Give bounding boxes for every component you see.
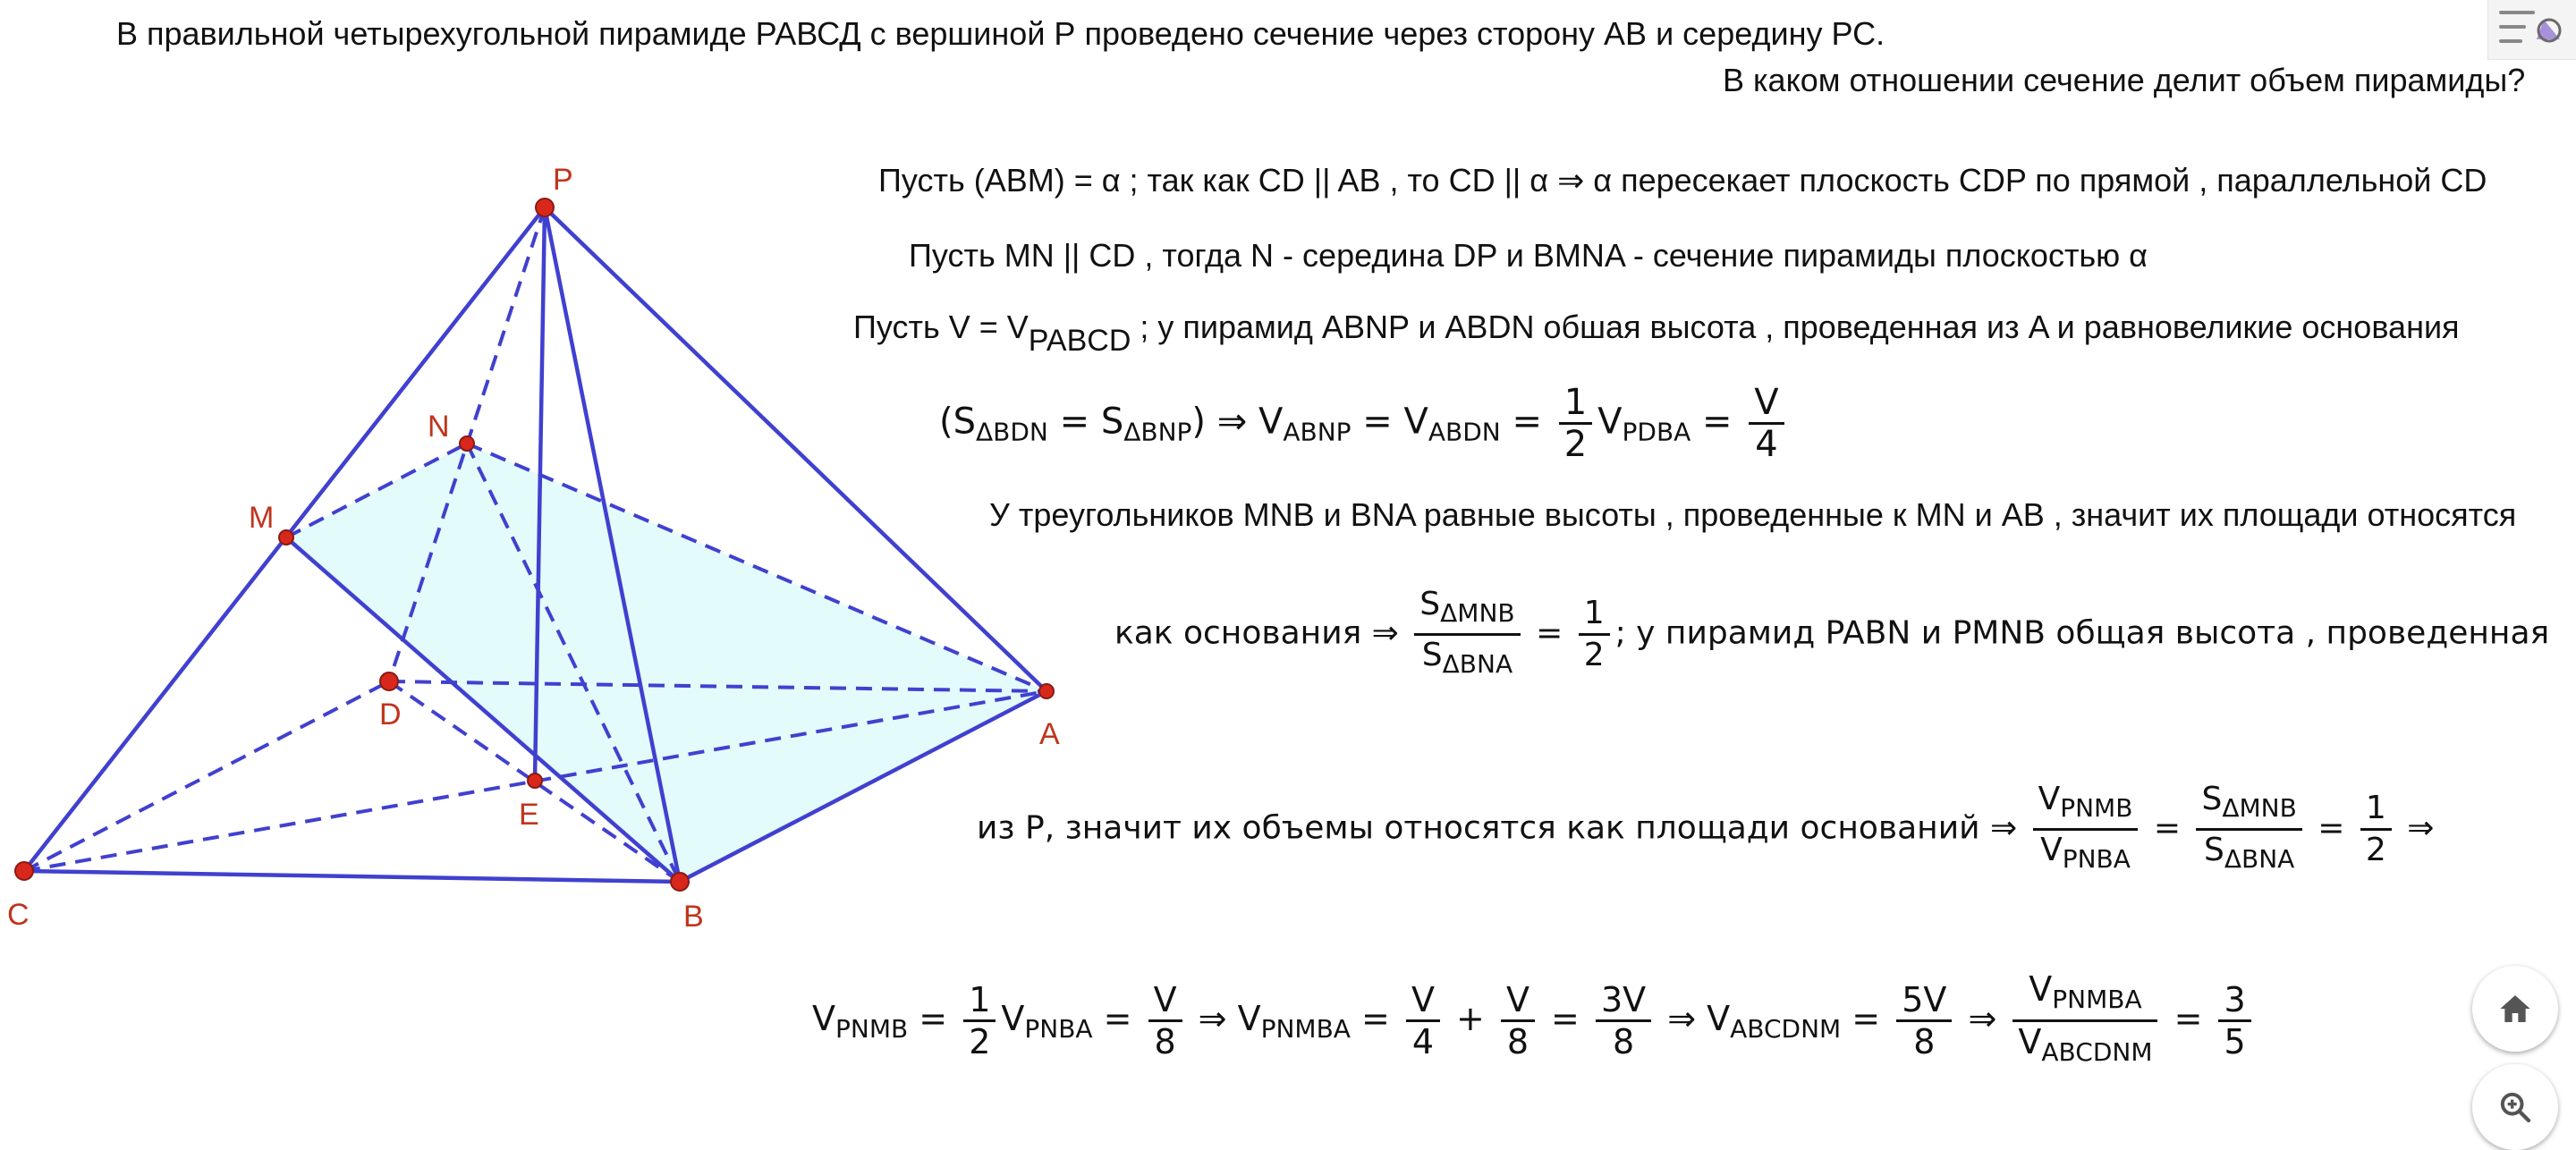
label-B: B: [683, 900, 704, 934]
point-D: [380, 672, 398, 690]
solution-line-3: [853, 308, 2460, 360]
f3-eq2: =: [2307, 809, 2355, 847]
point-C: [15, 862, 33, 880]
f4-frac-2: $\frac{V}{8}$: [1148, 980, 1182, 1061]
point-A: [1039, 684, 1054, 698]
formula-2: [1114, 585, 2549, 684]
zoom-button[interactable]: [2472, 1064, 2558, 1150]
point-N: [460, 436, 474, 451]
problem-line-2: В каком отношении сечение делит объем пирамиды?: [1723, 62, 2526, 98]
f4-frac-1: $\frac{1}{2}$: [963, 980, 996, 1061]
f1-eq2: = V: [1351, 401, 1428, 443]
f3-eq: =: [2143, 809, 2191, 847]
menu-icon: [2488, 0, 2576, 59]
point-P: [536, 199, 554, 216]
home-icon: [2497, 991, 2533, 1027]
f3-pre: из P, значит их объемы относятся как площади оснований ⇒: [977, 809, 2028, 847]
solution-line-1: Пусть (ABM) = α ; так как CD || AB , то CD || α ⇒ α пересекает плоскость CDP по прямой , параллельной CD: [878, 162, 2487, 199]
zoom-icon: [2497, 1089, 2533, 1125]
f1-eq4: =: [1690, 401, 1744, 443]
edge-CB: [24, 871, 680, 882]
f4-frac-6: $\frac{5V}{8}$: [1896, 980, 1952, 1061]
l3-a: Пусть V = V: [853, 309, 1029, 345]
point-E: [528, 774, 542, 788]
label-D: D: [379, 698, 402, 731]
f1-s1: ΔBDN: [976, 417, 1048, 447]
f4-frac-3: $\frac{V}{4}$: [1406, 980, 1440, 1061]
label-E: E: [519, 798, 539, 832]
f4-frac-4: $\frac{V}{8}$: [1501, 980, 1535, 1061]
f1-left: (S: [939, 401, 976, 443]
l3-sub: PABCD: [1028, 324, 1131, 358]
f4-frac-5: $\frac{3V}{8}$: [1596, 980, 1651, 1061]
formula-4: $V_{PNMB}$ = $\frac{1}{2}$ $V_{PNBA}$ = $\frac{V}{8}$ ⇒ $V_{PNMBA}$ = $\frac{V}{4}$ + $\frac{V}{8}$ = $\frac{3V}{8}$ ⇒ $V_{ABCDNM}$ = $\frac{5V}{8}$ ⇒ $\frac{V_{PNMBA}}{V_{ABCDNM}}$ = $\frac{3}{5}$: [812, 969, 2257, 1072]
f4-frac-7: $\frac{V_{PNMBA}}{V_{ABCDNM}}$: [2012, 969, 2157, 1072]
point-B: [671, 873, 689, 891]
home-button[interactable]: [2472, 966, 2558, 1052]
formula-3: [977, 780, 2434, 879]
f1-frac-2: $\frac{V}{4}$: [1749, 383, 1784, 464]
f4-frac-8: $\frac{3}{5}$: [2218, 980, 2250, 1061]
label-A: A: [1039, 717, 1060, 751]
f3-post: ⇒: [2396, 809, 2435, 847]
f2-eq: =: [1525, 614, 1573, 652]
menu-button[interactable]: [2487, 0, 2576, 60]
l3-b: ; у пирамид ABNP и ABDN обшая высота , проведенная из A и равновеликие основания: [1131, 309, 2460, 345]
f1-frac-1: $\frac{1}{2}$: [1559, 383, 1592, 464]
f2-pre: как основания ⇒: [1114, 614, 1410, 652]
f1-close: ) ⇒ V: [1191, 401, 1284, 443]
solution-line-2: Пусть MN || CD , тогда N - середина DP и BMNA - сечение пирамиды плоскостью α: [909, 237, 2148, 274]
point-M: [279, 530, 293, 545]
label-M: M: [249, 501, 275, 535]
f1-s2: ΔBNP: [1123, 417, 1192, 447]
label-C: C: [7, 898, 30, 932]
label-P: P: [553, 163, 573, 197]
f1-v3pre: V: [1597, 401, 1623, 443]
f1-eq: = S: [1047, 401, 1124, 443]
f2-post: ; у пирамид PABN и PMNB общая высота , проведенная: [1614, 614, 2550, 652]
f2-frac-2: $\frac{1}{2}$: [1579, 594, 1610, 675]
f1-v1: ABNP: [1283, 417, 1352, 447]
formula-1: [939, 383, 1790, 464]
f1-v2: ABDN: [1428, 417, 1501, 447]
edge-CD: [24, 681, 389, 871]
f3-frac-3: $\frac{1}{2}$: [2360, 789, 2392, 870]
label-N: N: [428, 410, 450, 444]
f1-v3: PDBA: [1622, 417, 1691, 447]
f2-frac-1: $\frac{S_{\Delta MNB}}{S_{\Delta BNA}}$: [1414, 585, 1520, 684]
f4-v: V: [812, 999, 835, 1038]
f3-frac-1: $\frac{V_{PNMB}}{V_{PNBA}}$: [2033, 780, 2139, 879]
solution-line-4: У треугольников MNB и BNA равные высоты , проведенные к MN и AB , значит их площади относятся: [989, 496, 2517, 533]
f3-frac-2: $\frac{S_{\Delta MNB}}{S_{\Delta BNA}}$: [2196, 780, 2301, 879]
problem-line-1: В правильной четырехугольной пирамиде РАВСД с вершиной Р проведено сечение через сторону АВ и середину РС.: [116, 15, 1885, 52]
f1-eq3: =: [1500, 401, 1554, 443]
